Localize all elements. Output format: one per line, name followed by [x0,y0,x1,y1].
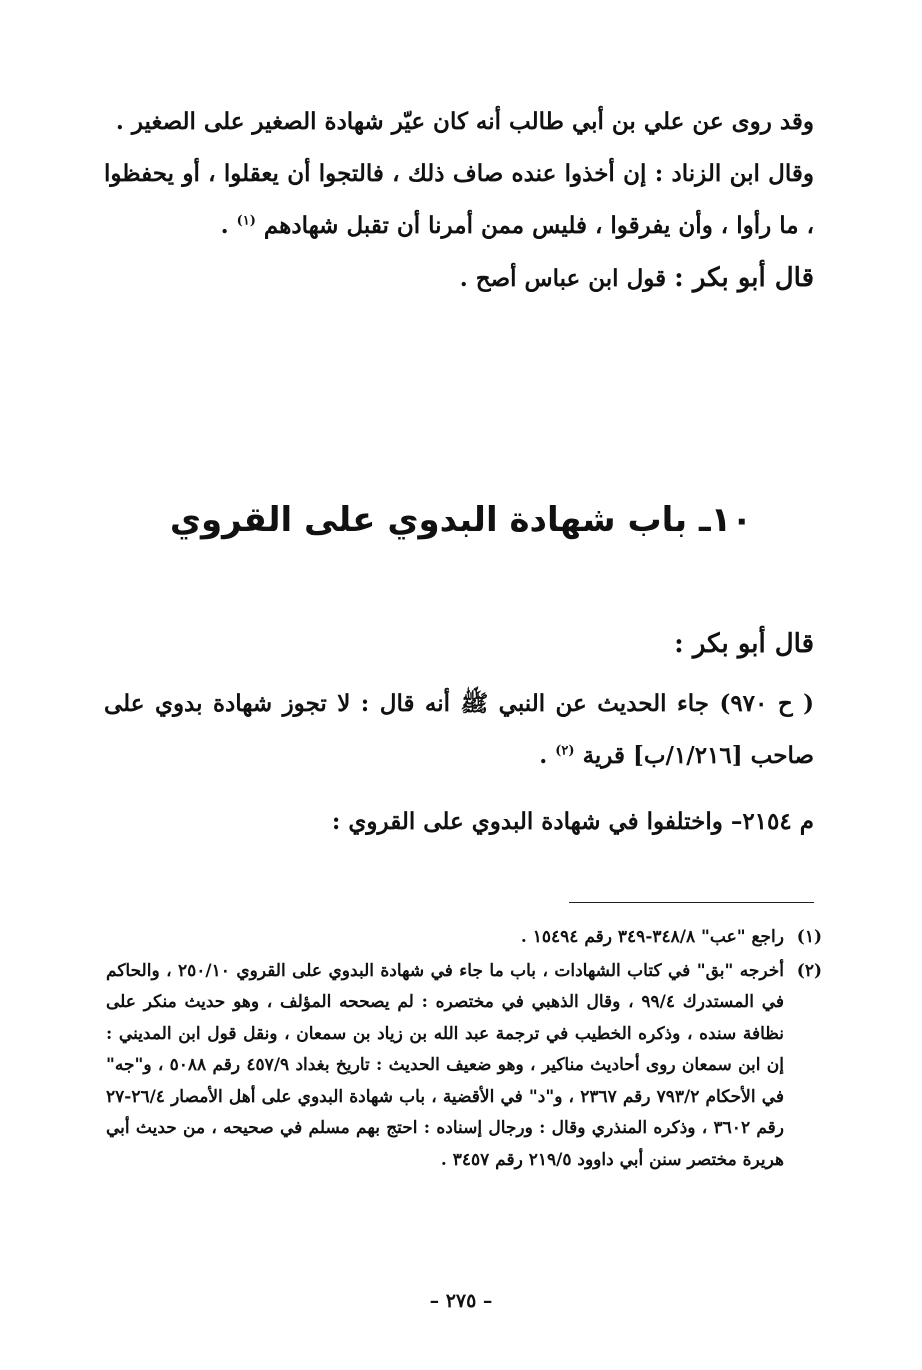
paragraph-ibn-zinad [104,148,814,252]
footnote [106,956,822,1177]
footnote-text: راجع "عب" ٣٤٨/٨-٣٤٩ رقم ١٥٤٩٤ . [520,927,784,947]
footnote-text: أخرجه "بق" في كتاب الشهادات ، باب ما جاء في شهادة البدوي على القروي ٢٥٠/١٠ ، والحاكم في المستدرك ٩٩/٤ ، وقال الذهبي في مختصره : لم يصححه المؤلف ، وهو حديث منكر على نظافة سنده ، وذكره الخطيب في ترجمة عبد الله بن زياد بن سمعان ، ونقل قول ابن المديني : إن ابن سمعان روى أحاديث مناكير ، وهو ضعيف الحديث : تاريخ بغداد ٤٥٧/٩ رقم ٥٠٨٨ ، و"جه" في الأحكام ٧٩٣/٢ رقم ٢٣٦٧ ، و"د" في الأقضية ، باب شهادة البدوي على أهل الأمصار ٢٦/٤-٢٧ رقم ٣٦٠٢ ، وذكره المنذري وقال : ورجال إسناده : احتج بهم مسلم في صحيحه ، من حديث أبي هريرة مختصر سنن أبي داوود ٢١٩/٥ رقم ٣٤٥٧ . [106,960,784,1170]
page-number: – ٢٧٥ – [429,1290,493,1312]
footnotes [106,922,822,1178]
footnote-number: (١) [796,927,822,947]
paragraph-abu-bakr-verdict [104,252,814,305]
paragraph-ibn-zinad-end: . [220,212,237,239]
footnote-divider [569,902,814,903]
speaker-abu-bakr: قال أبو بكر : [674,263,814,293]
main-text [104,96,814,305]
hadith-text: ( ح ٩٧٠) جاء الحديث عن النبي ﷺ أنه قال : لا تجوز شهادة بدوي على صاحب [١/٢١٦/ب] قرية [104,690,814,769]
chapter-title: ١٠ـ باب شهادة البدوي على القروي [169,500,753,540]
chapter-body [104,618,814,848]
verdict-text: قول ابن عباس أصح . [459,265,675,292]
paragraph-ali-narration: وقد روى عن علي بن أبي طالب أنه كان عيّر شهادة الصغير على الصغير . [115,108,814,135]
paragraph-ibn-zinad-text: وقال ابن الزناد : إن أخذوا عنده صاف ذلك ، فالتجوا أن يعقلوا ، أو يحفظوا ، ما رأوا ، وأن يفرقوا ، فليس ممن أمرنا أن تقبل شهادهم [104,160,814,239]
speaker-abu-bakr-2: قال أبو بكر : [674,629,814,659]
masala-2154: م ٢١٥٤– واختلفوا في شهادة البدوي على القروي : [331,808,814,835]
hadith-970 [104,678,814,782]
footnote-ref-1: (١) [236,213,256,229]
footnote-ref-2: (٢) [555,743,575,759]
footnote [106,922,822,954]
footnote-number: (٢) [796,960,822,981]
hadith-end: . [539,742,556,769]
